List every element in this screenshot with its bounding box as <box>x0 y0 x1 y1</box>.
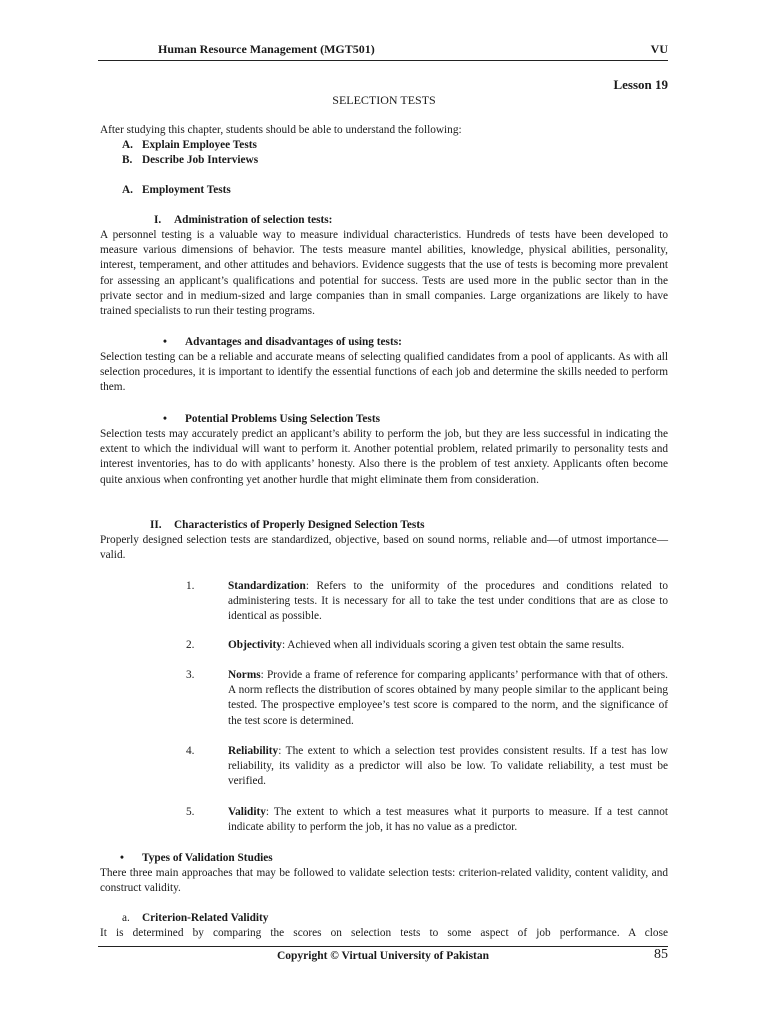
bullet-icon: • <box>163 413 167 425</box>
section-a-heading <box>122 183 231 198</box>
objective-letter: B. <box>122 154 133 166</box>
objective-text: Describe Job Interviews <box>142 154 259 166</box>
course-title: Human Resource Management (MGT501) <box>158 42 375 56</box>
paragraph-validation: There three main approaches that may be followed to validate selection tests: criterion-related validity, content validity, and construct validity. <box>100 867 668 895</box>
item-term: Objectivity <box>228 639 282 651</box>
objective-letter: A. <box>122 139 133 151</box>
bullet-heading-advantages <box>163 335 402 350</box>
subsection-title: Criterion-Related Validity <box>142 912 269 924</box>
page-number: 85 <box>654 947 668 962</box>
bullet-heading-problems <box>163 412 380 427</box>
objective-a <box>122 138 257 153</box>
item-term: Norms <box>228 669 261 681</box>
page-header <box>98 42 668 61</box>
item-term: Validity <box>228 806 266 818</box>
subsection-letter: a. <box>122 912 130 924</box>
paragraph-problems: Selection tests may accurately predict an applicant’s ability to perform the job, but they are less successful in indicating the extent to which the individual will want to perform it. Another potential problem, related primarily to personality tests and interest inventories, has to do with applicants’ honesty. Also there is the problem of test anxiety. Applicants often become quite anxious when confronting yet another hurdle that might eliminate them from consideration. <box>100 428 668 486</box>
university-abbrev: VU <box>650 42 668 56</box>
objective-b <box>122 153 258 168</box>
bullet-icon: • <box>163 336 167 348</box>
chapter-title: SELECTION TESTS <box>332 93 436 107</box>
subsection-ii-heading <box>150 518 424 533</box>
item-text: : Provide a frame of reference for comparing applicants’ performance with that of others. A norm reflects the distribution of scores obtained by many people similar to the applicant being tested. The prospective employee’s test score is compared to the norm, and the significance of the test score is determined. <box>228 669 668 727</box>
objective-text: Explain Employee Tests <box>142 139 257 151</box>
subsection-title: Characteristics of Properly Designed Selection Tests <box>174 519 425 531</box>
bullet-title: Advantages and disadvantages of using tests: <box>185 336 402 348</box>
bullet-icon: • <box>120 852 124 864</box>
page-footer <box>98 946 668 967</box>
item-text: : The extent to which a test measures what it purports to measure. If a test cannot indicate ability to perform the job, it has no value as a predictor. <box>228 806 668 834</box>
item-text: : Achieved when all individuals scoring a given test obtain the same results. <box>281 639 625 651</box>
subsection-a-heading <box>122 911 268 926</box>
subsection-num: I. <box>154 214 162 226</box>
paragraph-criterion: It is determined by comparing the scores on selection tests to some aspect of job performance. A close <box>100 927 668 939</box>
item-term: Standardization <box>228 580 306 592</box>
paragraph-characteristics: Properly designed selection tests are standardized, objective, based on sound norms, reliable and—of utmost importance—valid. <box>100 534 668 562</box>
intro-text: After studying this chapter, students should be able to understand the following: <box>100 124 462 136</box>
bullet-title: Potential Problems Using Selection Tests <box>185 413 380 425</box>
bullet-title: Types of Validation Studies <box>142 852 273 864</box>
lesson-label: Lesson 19 <box>613 77 668 92</box>
section-title: Employment Tests <box>142 184 231 196</box>
bullet-heading-validation <box>120 851 273 866</box>
item-number: 2. <box>186 639 195 651</box>
subsection-num: II. <box>150 519 162 531</box>
subsection-title: Administration of selection tests: <box>174 214 333 226</box>
item-number: 4. <box>186 745 195 757</box>
paragraph-administration: A personnel testing is a valuable way to measure individual characteristics. Hundreds of tests have been developed to measure various dimensions of behavior. The tests measure mantel abilities, knowledge, physical abilities, personality, interest, temperament, and other attitudes and behaviors. Evidence suggests that the use of tests is becoming more prevalent for assessing an applicant’s qualifications and potential for success. Tests are used more in the public sector than in the private sector and in medium-sized and large companies than in small companies. Large organizations are likely to have trained specialists to run their testing programs. <box>100 229 668 318</box>
item-number: 5. <box>186 806 195 818</box>
copyright-text: Copyright © Virtual University of Pakistan <box>276 950 490 962</box>
item-term: Reliability <box>228 745 279 757</box>
section-letter: A. <box>122 184 133 196</box>
item-text: : Refers to the uniformity of the procedures and conditions related to administering tests. It is necessary for all to take the test under conditions that are as close to identical as possible. <box>228 580 668 623</box>
item-number: 3. <box>186 669 195 681</box>
item-text: : The extent to which a selection test provides consistent results. If a test has low reliability, its validity as a predictor will also be low. To validate reliability, a test must be verified. <box>228 745 668 788</box>
subsection-i-heading <box>154 213 332 228</box>
item-number: 1. <box>186 580 195 592</box>
paragraph-advantages: Selection testing can be a reliable and accurate means of selecting qualified candidates from a pool of applicants. As with all selection procedures, it is important to identify the essential functions of each job and determine the skills needed to perform them. <box>100 351 668 394</box>
